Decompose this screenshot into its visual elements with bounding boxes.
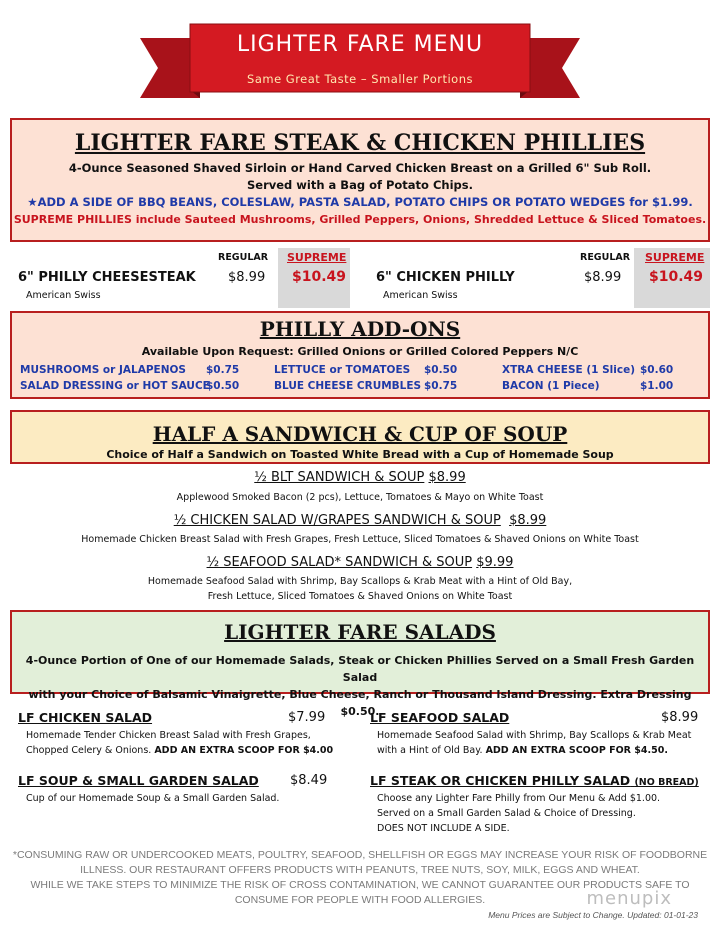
salad-item-desc	[26, 728, 333, 758]
soup-item-price: $8.99	[509, 513, 547, 528]
phillies-price-row	[0, 244, 720, 306]
disclaimer-line: CONSUME FOR PEOPLE WITH FOOD ALLERGIES.	[234, 894, 486, 906]
soup-item-desc-2: Fresh Lettuce, Sliced Tomatoes & Shaved Onions on White Toast	[207, 591, 513, 602]
addon-price: $0.75	[424, 380, 458, 392]
salad-desc-line: with a Hint of Old Bay. ADD AN EXTRA SCOOP FOR $4.50.	[377, 745, 668, 756]
banner-subtitle: Same Great Taste – Smaller Portions	[247, 72, 473, 86]
soup-subtitle: Choice of Half a Sandwich on Toasted White Bread with a Cup of Homemade Soup	[106, 448, 614, 461]
salad-desc-line: Chopped Celery & Onions. ADD AN EXTRA SCOOP FOR $4.00	[26, 745, 334, 756]
item-philly-cheesesteak-cheese: American Swiss	[26, 290, 101, 301]
addon-name: BLUE CHEESE CRUMBLES	[274, 380, 422, 392]
phillies-side-text: ADD A SIDE OF BBQ BEANS, COLESLAW, PASTA SALAD, POTATO CHIPS OR POTATO WEDGES for $1.99.	[37, 195, 693, 209]
regular-header-2: REGULAR	[580, 252, 631, 263]
salads-title: LIGHTER FARE SALADS	[224, 620, 496, 644]
banner-title: LIGHTER FARE MENU	[236, 32, 484, 57]
phillies-desc-1: 4-Ounce Seasoned Shaved Sirloin or Hand Carved Chicken Breast on a Grilled 6" Sub Roll.	[68, 161, 652, 175]
salad-item-desc	[377, 728, 691, 758]
soup-item-desc: Homemade Chicken Breast Salad with Fresh Grapes, Fresh Lettuce, Sliced Tomatoes & Shaved Onions on White Toast	[81, 534, 639, 545]
supreme-header-1: SUPREME	[287, 251, 347, 264]
salad-desc-line: Served on a Small Garden Salad & Choice of Dressing.	[377, 808, 636, 819]
salad-desc-line: Homemade Tender Chicken Breast Salad with Fresh Grapes,	[26, 730, 311, 741]
addon-price: $0.50	[206, 380, 240, 392]
salad-item-name: LF CHICKEN SALAD	[18, 710, 153, 725]
soup-item-price: $8.99	[428, 470, 466, 485]
addons-title: PHILLY ADD-ONS	[259, 317, 461, 341]
soup-item-seafood	[0, 555, 720, 570]
addon-name: LETTUCE or TOMATOES	[274, 364, 411, 376]
soup-item-blt	[0, 470, 720, 485]
addon-name: BACON (1 Piece)	[502, 380, 600, 392]
salad-item-price: $8.99	[661, 710, 699, 725]
phillies-section	[10, 118, 710, 242]
addons-subtitle: Available Upon Request: Grilled Onions or Grilled Colored Peppers N/C	[141, 345, 579, 358]
addon-name: MUSHROOMS or JALAPENOS	[20, 364, 186, 376]
salad-item-price: $7.99	[288, 710, 326, 725]
soup-title: HALF A SANDWICH & CUP OF SOUP	[152, 422, 568, 446]
item-chicken-philly: 6" CHICKEN PHILLY	[376, 270, 515, 285]
addon-price: $0.60	[640, 364, 674, 376]
addon-name: XTRA CHEESE (1 Slice)	[502, 364, 636, 376]
disclaimer-line: ILLNESS. OUR RESTAURANT OFFERS PRODUCTS WITH PEANUTS, TREE NUTS, SOY, MILK, EGGS AND WHEAT.	[80, 864, 640, 876]
price-chicken-regular: $8.99	[584, 270, 622, 285]
soup-section	[10, 410, 710, 464]
salad-item-desc: Cup of our Homemade Soup & a Small Garden Salad.	[26, 793, 280, 804]
phillies-supreme-note: SUPREME PHILLIES include Sauteed Mushrooms, Grilled Peppers, Onions, Shredded Lettuce & Sliced Tomatoes.	[13, 213, 707, 226]
disclaimer-line: WHILE WE TAKE STEPS TO MINIMIZE THE RISK OF CROSS CONTAMINATION, WE CANNOT GUARANTEE OUR PRODUCTS SAFE TO	[30, 879, 690, 891]
updated-note: Menu Prices are Subject to Change. Updated: 01-01-23	[488, 910, 698, 920]
soup-item-desc: Applewood Smoked Bacon (2 pcs), Lettuce, Tomatoes & Mayo on White Toast	[176, 492, 544, 503]
price-cheesesteak-supreme: $10.49	[292, 269, 347, 285]
soup-item-desc: Homemade Seafood Salad with Shrimp, Bay Scallops & Krab Meat with a Hint of Old Bay,	[147, 576, 573, 587]
supreme-header-2: SUPREME	[645, 251, 705, 264]
addon-name: SALAD DRESSING or HOT SAUCE	[20, 380, 210, 392]
item-chicken-philly-cheese: American Swiss	[383, 290, 458, 301]
menu-banner	[140, 20, 580, 106]
salad-desc-line: Homemade Seafood Salad with Shrimp, Bay Scallops & Krab Meat	[377, 730, 692, 741]
price-chicken-supreme: $10.49	[649, 269, 704, 285]
phillies-side-note	[12, 194, 708, 211]
salad-item-desc	[377, 791, 660, 836]
addon-price: $0.50	[424, 364, 458, 376]
phillies-title: LIGHTER FARE STEAK & CHICKEN PHILLIES	[74, 130, 646, 156]
salad-item-name: LF SOUP & SMALL GARDEN SALAD	[18, 773, 259, 788]
addons-section	[10, 311, 710, 399]
salad-item-name: LF SEAFOOD SALAD	[370, 710, 510, 725]
soup-item-chicken	[0, 513, 720, 528]
addon-price: $1.00	[640, 380, 674, 392]
salads-desc-2: with your Choice of Balsamic Vinaigrette, Blue Cheese, Ranch or Thousand Island Dressing. Extra Dressing $0.50.	[28, 688, 692, 718]
soup-item-name: ½ SEAFOOD SALAD* SANDWICH & SOUP	[206, 555, 473, 570]
price-cheesesteak-regular: $8.99	[228, 270, 266, 285]
soup-item-price: $9.99	[476, 555, 514, 570]
salad-desc-line: Choose any Lighter Fare Philly from Our Menu & Add $1.00.	[377, 793, 661, 804]
star-icon: ★	[27, 195, 38, 209]
soup-item-name: ½ CHICKEN SALAD W/GRAPES SANDWICH & SOUP	[173, 513, 501, 528]
salad-item-name: LF STEAK OR CHICKEN PHILLY SALAD (NO BREAD)	[370, 773, 699, 788]
item-philly-cheesesteak: 6" PHILLY CHEESESTEAK	[18, 270, 196, 285]
phillies-desc-2: Served with a Bag of Potato Chips.	[247, 178, 473, 192]
watermark: menupix	[586, 888, 672, 909]
salad-desc-line: DOES NOT INCLUDE A SIDE.	[377, 823, 510, 834]
regular-header-1: REGULAR	[218, 252, 269, 263]
addon-price: $0.75	[206, 364, 240, 376]
disclaimer-line: *CONSUMING RAW OR UNDERCOOKED MEATS, POULTRY, SEAFOOD, SHELLFISH OR EGGS MAY INCREASE YOUR RISK OF FOODBORNE	[12, 849, 708, 861]
soup-item-name: ½ BLT SANDWICH & SOUP	[254, 470, 425, 485]
salad-item-price: $8.49	[290, 773, 328, 788]
salads-desc-1: 4-Ounce Portion of One of our Homemade Salads, Steak or Chicken Phillies Served on a Small Fresh Garden Salad	[25, 654, 695, 684]
